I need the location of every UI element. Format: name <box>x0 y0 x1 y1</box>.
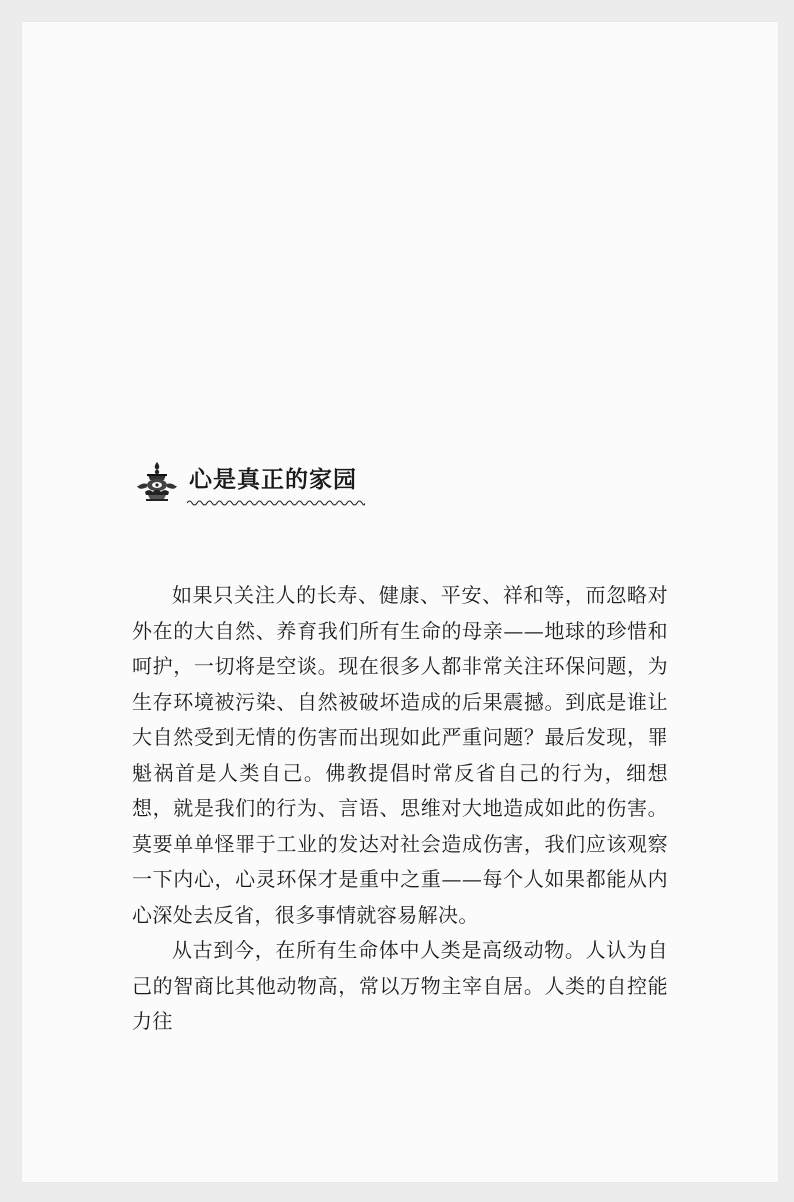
paragraph: 从古到今，在所有生命体中人类是高级动物。人认为自己的智商比其他动物高，常以万物主宰自居。人类的自控能力往 <box>132 938 668 1033</box>
wavy-underline <box>187 499 365 507</box>
lotus-treasure-icon <box>135 460 179 504</box>
body-text <box>132 578 668 1040</box>
paragraph: 如果只关注人的长寿、健康、平安、祥和等，而忽略对外在的大自然、养育我们所有生命的母亲——地球的珍惜和呵护，一切将是空谈。现在很多人都非常关注环保问题，为生存环境被污染、自然被破坏造成的后果震撼。到底是谁让大自然受到无情的伤害而出现如此严重问题？最后发现，罪魁祸首是人类自己。佛教提倡时常反省自己的行为，细想想，就是我们的行为、言语、思维对大地造成如此的伤害。莫要单单怪罪于工业的发达对社会造成伤害，我们应该观察一下内心，心灵环保才是重中之重——每个人如果都能从内心深处去反省，很多事情就容易解决。 <box>132 583 668 927</box>
section-heading <box>135 456 375 516</box>
section-title: 心是真正的家园 <box>189 467 357 493</box>
